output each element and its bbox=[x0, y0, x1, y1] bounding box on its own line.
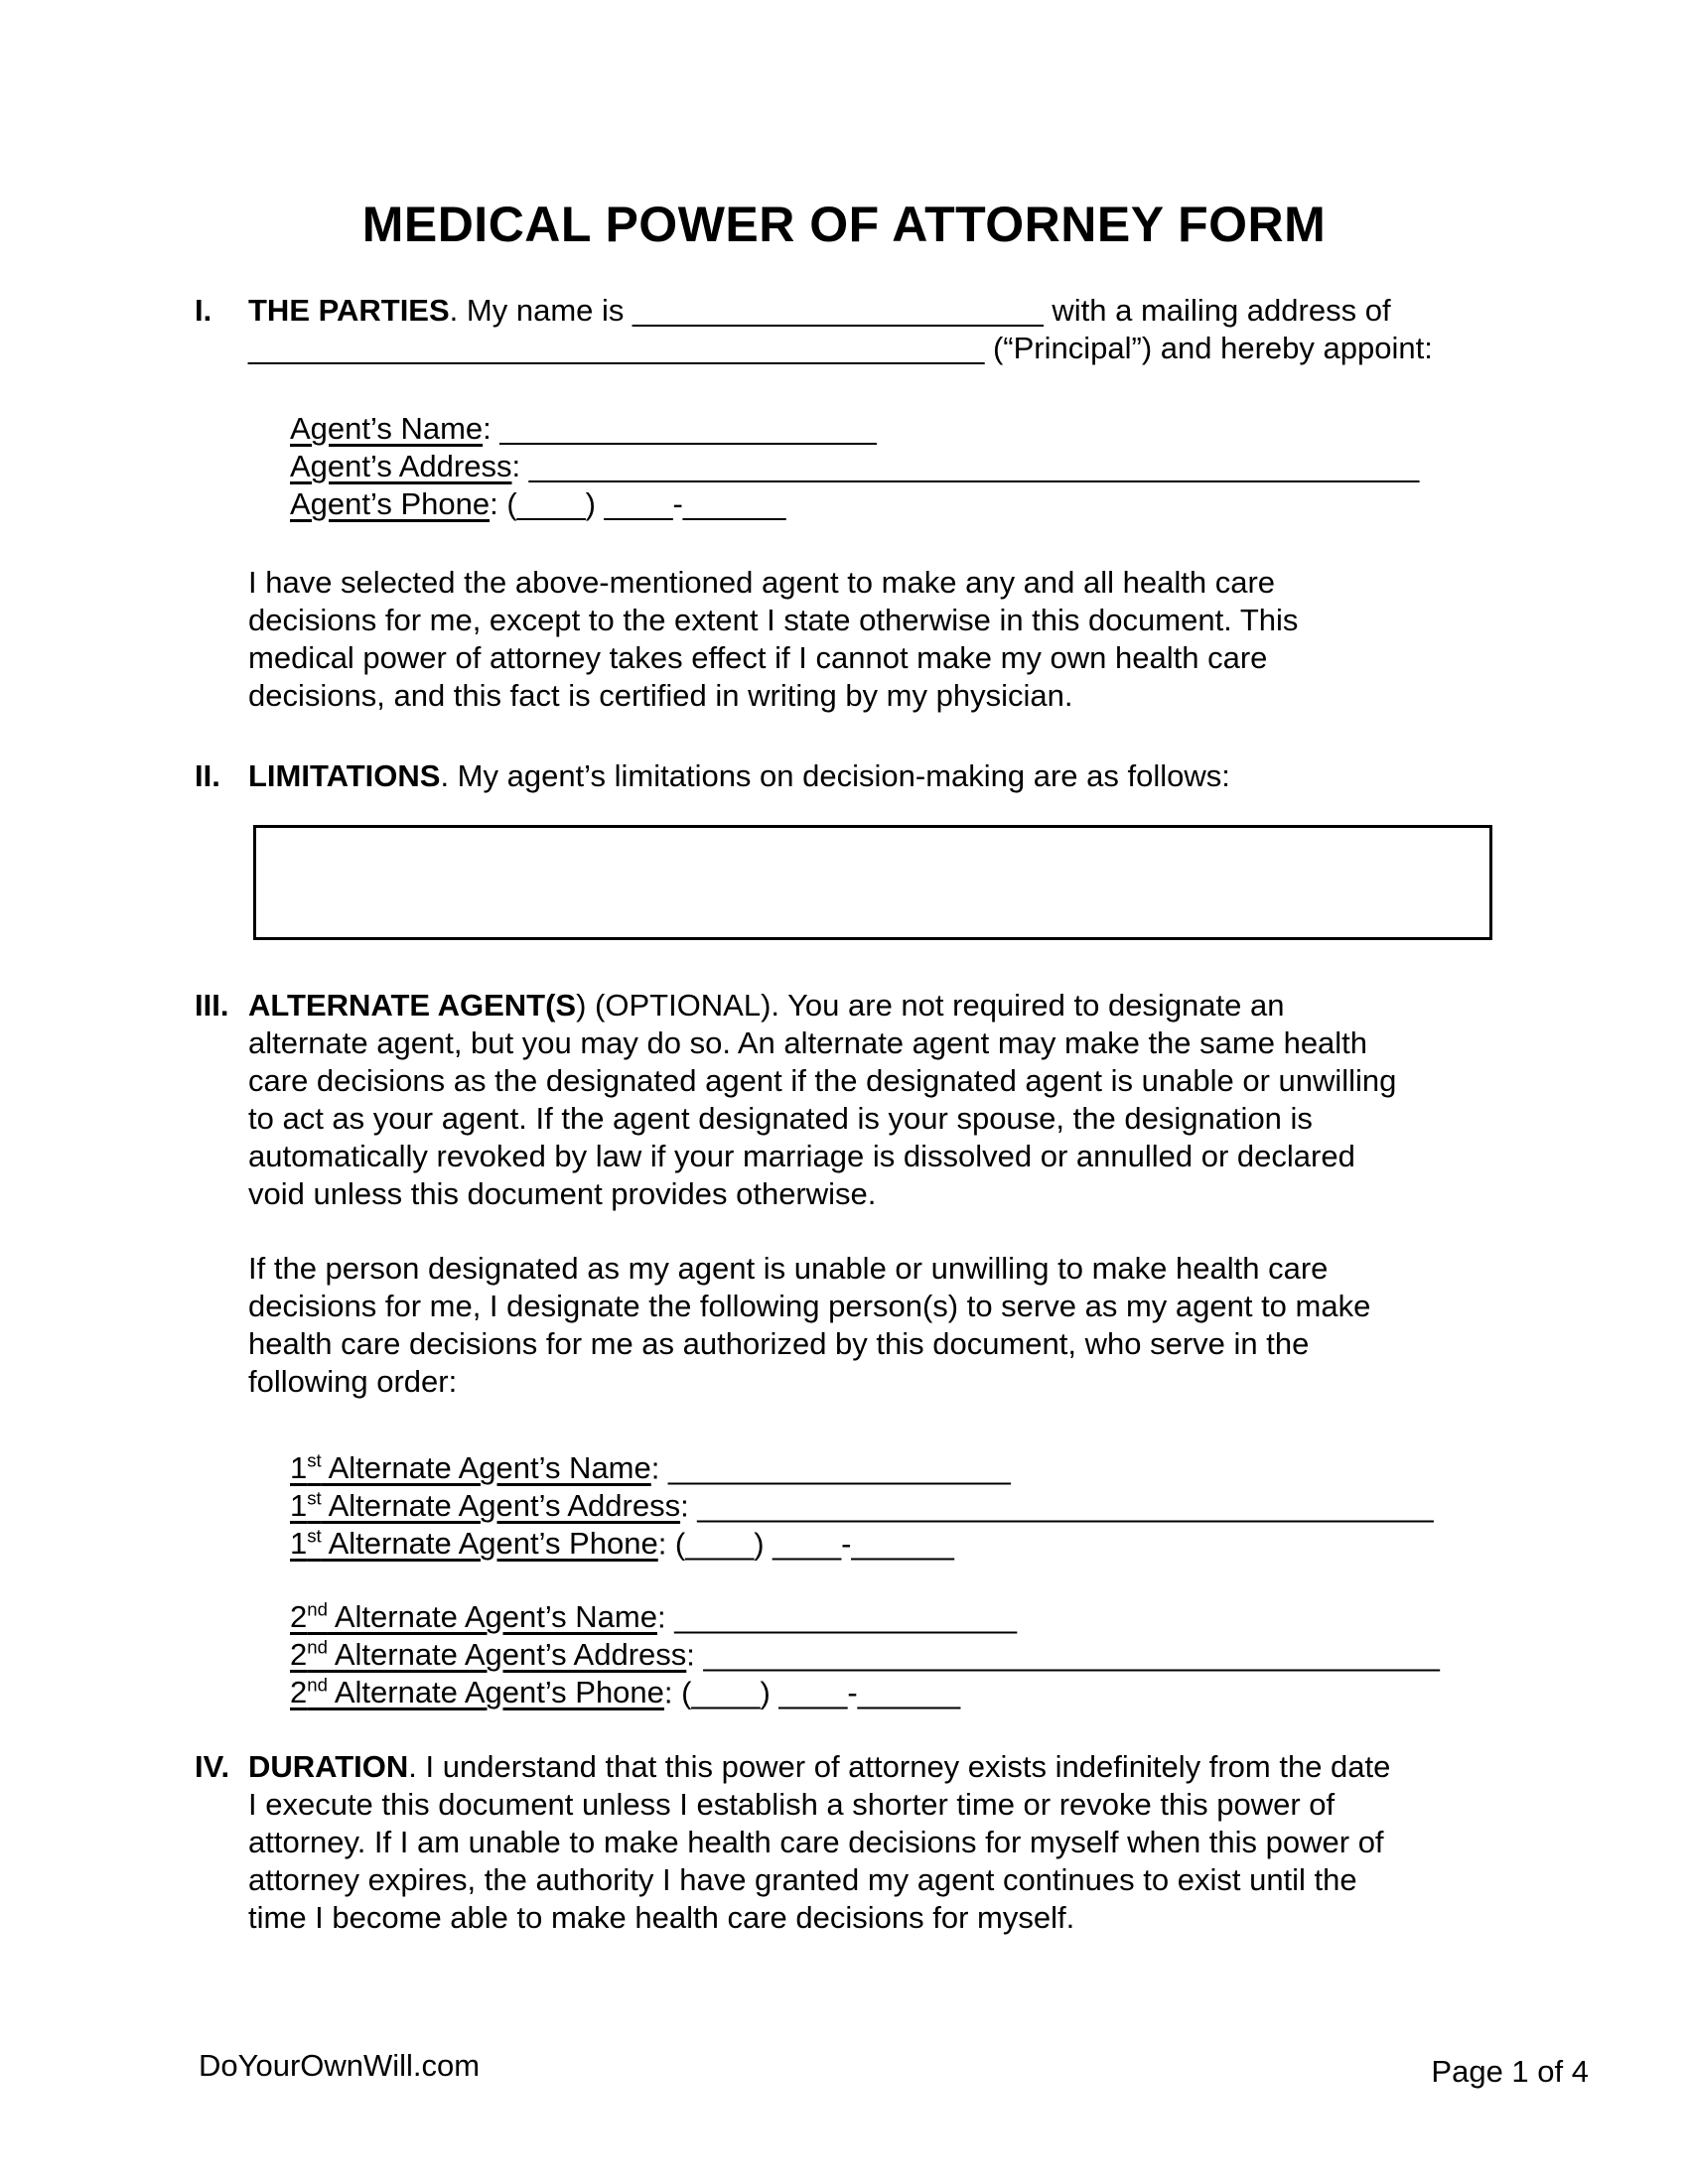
section-numeral-ii: II. bbox=[195, 758, 220, 793]
text-segment: medical power of attorney takes effect if I cannot make my own health care bbox=[248, 640, 1268, 675]
text-line bbox=[248, 1288, 1370, 1325]
text-segment: st bbox=[307, 1450, 322, 1471]
footer-page-number: Page 1 of 4 bbox=[1431, 2054, 1589, 2089]
agent-name-blank: ______________________ bbox=[499, 411, 877, 446]
agent-address-label: Agent’s Address bbox=[290, 449, 512, 483]
text-line bbox=[248, 1325, 1370, 1363]
text-segment: alternate agent, but you may do so. An alternate agent may make the same health bbox=[248, 1025, 1368, 1060]
text-segment: with a mailing address of bbox=[1043, 293, 1391, 328]
text-segment: 1 bbox=[290, 1450, 308, 1486]
text-segment: : bbox=[483, 411, 500, 446]
text-segment: to act as your agent. If the agent designated is your spouse, the designation is bbox=[248, 1101, 1313, 1136]
text-segment: If the person designated as my agent is unable or unwilling to make health care bbox=[248, 1251, 1329, 1286]
text-segment: : bbox=[650, 1450, 668, 1486]
limitations-input-box bbox=[253, 825, 1492, 940]
text-line bbox=[248, 1062, 1396, 1100]
text-segment: Alternate Agent’s Address bbox=[327, 1637, 687, 1673]
text-line bbox=[248, 677, 1298, 715]
text-segment: time I become able to make health care decisions for myself. bbox=[248, 1900, 1075, 1935]
agent-phone-prefix-blank: ____ bbox=[604, 486, 673, 521]
text-line bbox=[248, 1861, 1390, 1899]
footer-website-text: DoYourOwnWill.com bbox=[199, 2048, 481, 2083]
text-segment: : bbox=[686, 1637, 704, 1673]
agent-phone-label: Agent’s Phone bbox=[290, 486, 491, 521]
text-segment: LIMITATIONS bbox=[248, 758, 441, 793]
text-segment: 2 bbox=[290, 1675, 308, 1710]
alt1-phone-label bbox=[290, 1526, 658, 1561]
section-numeral-i: I. bbox=[195, 293, 212, 328]
text-line bbox=[248, 987, 1396, 1024]
text-segment: decisions, and this fact is certified in writing by my physician. bbox=[248, 678, 1073, 713]
text-line bbox=[248, 639, 1298, 677]
text-segment: I execute this document unless I establish a shorter time or revoke this power of bbox=[248, 1787, 1336, 1822]
first-alternate-fields-text bbox=[290, 1442, 1434, 1562]
alt1-name-blank: ____________________ bbox=[667, 1450, 1011, 1486]
text-segment: automatically revoked by law if your marriage is dissolved or annulled or declared bbox=[248, 1139, 1355, 1173]
section-duration bbox=[195, 1748, 1390, 1937]
text-segment: 1 bbox=[290, 1488, 308, 1524]
text-segment: decisions for me, I designate the following person(s) to serve as my agent to make bbox=[248, 1289, 1371, 1323]
section-numeral-iv: IV. bbox=[195, 1749, 230, 1784]
alt1-address-blank: ___________________________________________ bbox=[697, 1488, 1434, 1524]
section-limitations bbox=[195, 757, 1230, 795]
text-segment: Alternate Agent’s Name bbox=[321, 1450, 651, 1486]
text-line bbox=[290, 1667, 1440, 1710]
second-alternate-fields-text bbox=[290, 1591, 1440, 1710]
document-title: MEDICAL POWER OF ATTORNEY FORM bbox=[361, 197, 1327, 252]
text-segment: Alternate Agent’s Name bbox=[327, 1599, 657, 1635]
text-segment: ) (OPTIONAL). You are not required to designate an bbox=[576, 988, 1285, 1023]
section-duration-text bbox=[248, 1748, 1390, 1937]
agent-name-label: Agent’s Name bbox=[290, 411, 484, 446]
text-segment: . I understand that this power of attorney exists indefinitely from the date bbox=[408, 1749, 1391, 1784]
text-segment: following order: bbox=[248, 1364, 458, 1399]
text-segment: : ( bbox=[663, 1675, 692, 1710]
section-limitations-text bbox=[248, 757, 1230, 795]
text-line bbox=[248, 1748, 1390, 1786]
section-alternate-agents bbox=[195, 987, 1396, 1213]
text-line bbox=[248, 1175, 1396, 1213]
text-segment: nd bbox=[307, 1637, 328, 1658]
text-segment: : bbox=[680, 1488, 698, 1524]
first-alternate-fields-block bbox=[290, 1442, 1434, 1562]
text-line bbox=[290, 410, 1419, 448]
text-segment: DURATION bbox=[248, 1749, 409, 1784]
text-line bbox=[290, 1480, 1434, 1524]
text-segment: st bbox=[307, 1488, 322, 1509]
text-segment: decisions for me, except to the extent I state otherwise in this document. This bbox=[248, 603, 1299, 637]
text-segment: ) bbox=[760, 1675, 779, 1710]
text-line bbox=[248, 1824, 1390, 1861]
agent-fields-block bbox=[290, 410, 1419, 523]
text-segment: 2 bbox=[290, 1599, 308, 1635]
text-line bbox=[290, 1629, 1440, 1673]
alt1-phone-prefix-blank: ____ bbox=[773, 1526, 842, 1562]
text-segment: - bbox=[847, 1675, 858, 1710]
text-line bbox=[248, 757, 1230, 795]
text-segment: - bbox=[841, 1526, 852, 1562]
text-segment: st bbox=[307, 1526, 322, 1547]
text-segment: attorney. If I am unable to make health care decisions for myself when this power of bbox=[248, 1825, 1384, 1859]
text-segment: . My name is bbox=[449, 293, 633, 328]
text-segment: 2 bbox=[290, 1637, 308, 1673]
text-line bbox=[248, 292, 1433, 330]
agent-selection-text bbox=[248, 564, 1298, 715]
text-segment: ALTERNATE AGENT(S bbox=[248, 988, 577, 1023]
agent-address-blank: ____________________________________________________ bbox=[528, 449, 1420, 483]
text-segment: Alternate Agent’s Phone bbox=[321, 1526, 658, 1562]
section-parties bbox=[195, 292, 1433, 367]
alternate-designation-paragraph bbox=[248, 1250, 1370, 1401]
text-segment: Alternate Agent’s Address bbox=[321, 1488, 681, 1524]
text-segment: : bbox=[511, 449, 529, 483]
text-line bbox=[290, 448, 1419, 485]
agent-selection-paragraph bbox=[248, 564, 1298, 715]
text-segment: ) bbox=[754, 1526, 774, 1562]
text-line bbox=[248, 602, 1298, 639]
agent-phone-line-blank: ______ bbox=[682, 486, 786, 521]
principal-address-blank: ___________________________________________ bbox=[248, 331, 985, 365]
alternate-designation-text bbox=[248, 1250, 1370, 1401]
text-line bbox=[290, 1442, 1434, 1486]
alt2-phone-area-blank: ____ bbox=[691, 1675, 761, 1710]
text-segment: 1 bbox=[290, 1526, 308, 1562]
text-segment: I have selected the above-mentioned agent to make any and all health care bbox=[248, 565, 1276, 600]
text-segment: THE PARTIES bbox=[248, 293, 450, 328]
text-line bbox=[290, 1591, 1440, 1635]
text-segment: health care decisions for me as authorized by this document, who serve in the bbox=[248, 1326, 1310, 1361]
text-line bbox=[248, 1024, 1396, 1062]
text-line bbox=[248, 1899, 1390, 1937]
alt2-address-blank: ___________________________________________ bbox=[703, 1637, 1440, 1673]
text-line bbox=[248, 1786, 1390, 1824]
text-line bbox=[290, 485, 1419, 523]
text-segment: care decisions as the designated agent if the designated agent is unable or unwilling bbox=[248, 1063, 1397, 1098]
alt1-phone-area-blank: ____ bbox=[685, 1526, 755, 1562]
text-line bbox=[248, 1363, 1370, 1401]
text-segment: - bbox=[672, 486, 683, 521]
section-alternate-text bbox=[248, 987, 1396, 1213]
text-segment: (“Principal”) and hereby appoint: bbox=[984, 331, 1433, 365]
text-segment: ) bbox=[585, 486, 605, 521]
alt2-name-blank: ____________________ bbox=[674, 1599, 1018, 1635]
text-segment: : ( bbox=[490, 486, 517, 521]
second-alternate-fields-block bbox=[290, 1591, 1440, 1710]
alt2-phone-prefix-blank: ____ bbox=[778, 1675, 848, 1710]
text-segment: : ( bbox=[657, 1526, 686, 1562]
text-line bbox=[290, 1518, 1434, 1562]
text-segment: nd bbox=[307, 1599, 328, 1620]
section-parties-text bbox=[248, 292, 1433, 367]
text-segment: Alternate Agent’s Phone bbox=[327, 1675, 664, 1710]
text-line bbox=[248, 1250, 1370, 1288]
alt2-phone-label bbox=[290, 1675, 664, 1709]
alt1-phone-line-blank: ______ bbox=[851, 1526, 954, 1562]
text-segment: void unless this document provides otherwise. bbox=[248, 1176, 877, 1211]
text-line bbox=[248, 330, 1433, 367]
text-segment: nd bbox=[307, 1675, 328, 1696]
section-numeral-iii: III. bbox=[195, 988, 229, 1023]
agent-phone-area-blank: ____ bbox=[516, 486, 586, 521]
text-line bbox=[248, 1100, 1396, 1138]
principal-name-blank: ________________________ bbox=[633, 293, 1044, 328]
agent-fields-text bbox=[290, 410, 1419, 523]
alt2-phone-line-blank: ______ bbox=[857, 1675, 961, 1710]
text-line bbox=[248, 564, 1298, 602]
text-segment: : bbox=[656, 1599, 675, 1635]
text-segment: attorney expires, the authority I have granted my agent continues to exist until the bbox=[248, 1862, 1357, 1897]
text-segment: . My agent’s limitations on decision-making are as follows: bbox=[440, 758, 1230, 793]
text-line bbox=[248, 1138, 1396, 1175]
